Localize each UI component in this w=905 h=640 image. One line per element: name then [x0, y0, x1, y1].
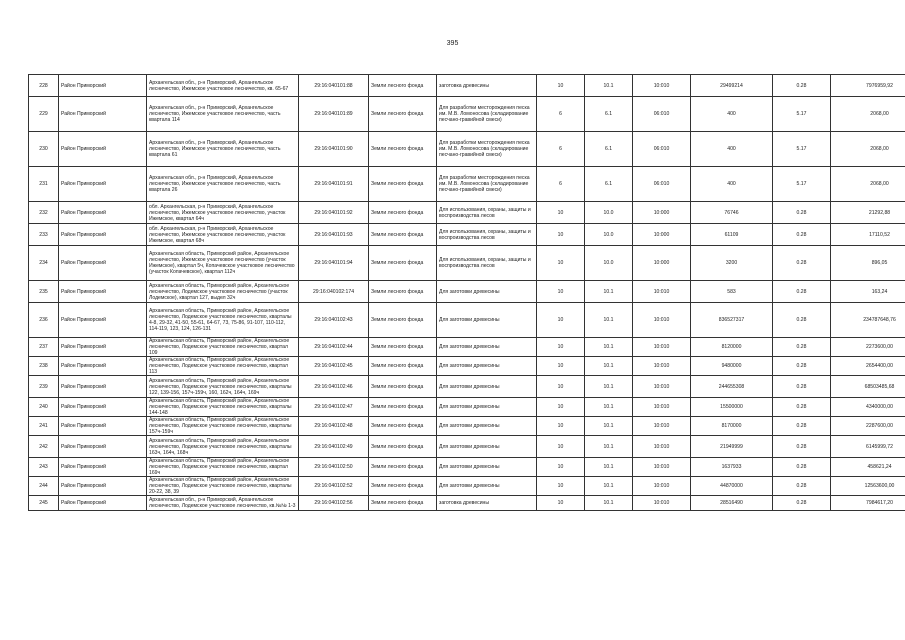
- permitted-use-cell: Для использования, охраны, защиты и воспроизводства лесов: [437, 246, 537, 281]
- region-cell: Район Приморский: [59, 281, 147, 303]
- cadastral-number-cell: 29:16:040101:88: [299, 75, 369, 97]
- value-cell: 896,05: [831, 246, 905, 281]
- permitted-use-cell: заготовка древесины: [437, 496, 537, 511]
- code-subgroup-cell: 10.0: [585, 202, 633, 224]
- code-cell: 06:010: [633, 167, 691, 202]
- area-cell: 1637933: [691, 458, 773, 477]
- code-subgroup-cell: 10.1: [585, 338, 633, 357]
- permitted-use-cell: Для разработки месторождения песка им. М.В. Ломоносова (складирование песчано-гравийной смеси): [437, 167, 537, 202]
- table-row: [29, 281, 905, 303]
- rate-cell: 0.28: [773, 75, 831, 97]
- area-cell: 76746: [691, 202, 773, 224]
- code-subgroup-cell: 10.1: [585, 357, 633, 376]
- row-number-cell: 232: [29, 202, 59, 224]
- address-cell: Архангельская область, Приморский район, Архангельское лесничество, Лодемское участковое лесничество, кварталы 163ч, 164ч, 168ч: [147, 436, 299, 458]
- region-cell: Район Приморский: [59, 338, 147, 357]
- table-row: [29, 246, 905, 281]
- value-cell: 4340000,00: [831, 398, 905, 417]
- permitted-use-cell: Для использования, охраны, защиты и воспроизводства лесов: [437, 224, 537, 246]
- value-cell: 7984617,20: [831, 496, 905, 511]
- value-cell: 2068,00: [831, 97, 905, 132]
- code-group-cell: 10: [537, 338, 585, 357]
- region-cell: Район Приморский: [59, 496, 147, 511]
- land-category-cell: Земли лесного фонда: [369, 246, 437, 281]
- code-subgroup-cell: 10.1: [585, 398, 633, 417]
- code-group-cell: 10: [537, 202, 585, 224]
- code-subgroup-cell: 6.1: [585, 97, 633, 132]
- table-row: [29, 132, 905, 167]
- code-cell: 06:010: [633, 97, 691, 132]
- land-plots-table: [28, 74, 905, 511]
- permitted-use-cell: Для разработки месторождения песка им. М.В. Ломоносова (складирование песчано-гравийной смеси): [437, 132, 537, 167]
- row-number-cell: 238: [29, 357, 59, 376]
- cadastral-number-cell: 29:16:040102:46: [299, 376, 369, 398]
- address-cell: Архангельская обл., р-н Приморский, Архангельское лесничество, Ижемское участковое лесничество, часть квартала 26: [147, 167, 299, 202]
- row-number-cell: 234: [29, 246, 59, 281]
- permitted-use-cell: заготовка древесины: [437, 75, 537, 97]
- land-category-cell: Земли лесного фонда: [369, 132, 437, 167]
- address-cell: обл. Архангельская, р-н Приморский, Архангельское лесничество, Ижемское участковое лесничество, участок Ижемское, квартал 68ч: [147, 224, 299, 246]
- cadastral-number-cell: 29:16:040101:92: [299, 202, 369, 224]
- region-cell: Район Приморский: [59, 202, 147, 224]
- code-group-cell: 10: [537, 398, 585, 417]
- row-number-cell: 229: [29, 97, 59, 132]
- row-number-cell: 245: [29, 496, 59, 511]
- region-cell: Район Приморский: [59, 376, 147, 398]
- row-number-cell: 242: [29, 436, 59, 458]
- land-category-cell: Земли лесного фонда: [369, 357, 437, 376]
- land-category-cell: Земли лесного фонда: [369, 97, 437, 132]
- value-cell: 7976959,92: [831, 75, 905, 97]
- cadastral-number-cell: 29:16:040101:94: [299, 246, 369, 281]
- land-category-cell: Земли лесного фонда: [369, 436, 437, 458]
- region-cell: Район Приморский: [59, 357, 147, 376]
- region-cell: Район Приморский: [59, 303, 147, 338]
- address-cell: Архангельская область, Приморский район, Архангельское лесничество, Лодемское участковое лесничество (участок Лодемское), квартал 127, выдел 32ч: [147, 281, 299, 303]
- code-subgroup-cell: 10.1: [585, 477, 633, 496]
- area-cell: 400: [691, 97, 773, 132]
- code-cell: 10:010: [633, 477, 691, 496]
- cadastral-number-cell: 29:16:040102:48: [299, 417, 369, 436]
- address-cell: Архангельская обл., р-н Приморский, Архангельское лесничество, Ижемское участковое лесничество, часть квартала 114: [147, 97, 299, 132]
- code-cell: 10:010: [633, 338, 691, 357]
- region-cell: Район Приморский: [59, 167, 147, 202]
- land-category-cell: Земли лесного фонда: [369, 458, 437, 477]
- area-cell: 8170000: [691, 417, 773, 436]
- row-number-cell: 230: [29, 132, 59, 167]
- region-cell: Район Приморский: [59, 436, 147, 458]
- value-cell: 2287600,00: [831, 417, 905, 436]
- address-cell: Архангельская обл., р-н Приморский, Архангельское лесничество, Ижемское участковое лесничество, часть квартала 61: [147, 132, 299, 167]
- cadastral-number-cell: 29:16:040102:44: [299, 338, 369, 357]
- row-number-cell: 236: [29, 303, 59, 338]
- table-row: [29, 417, 905, 436]
- code-group-cell: 10: [537, 376, 585, 398]
- code-group-cell: 10: [537, 303, 585, 338]
- value-cell: 458621,24: [831, 458, 905, 477]
- row-number-cell: 241: [29, 417, 59, 436]
- code-group-cell: 10: [537, 458, 585, 477]
- table-row: [29, 303, 905, 338]
- table-row: [29, 477, 905, 496]
- address-cell: Архангельская область, Приморский район, Архангельское лесничество, Лодемское участковое лесничество, кварталы 144-148: [147, 398, 299, 417]
- permitted-use-cell: Для заготовки древесины: [437, 338, 537, 357]
- code-subgroup-cell: 10.1: [585, 436, 633, 458]
- region-cell: Район Приморский: [59, 417, 147, 436]
- address-cell: Архангельская область, Приморский район, Архангельское лесничество, Лодемское участковое лесничество, кварталы 20-22, 38, 39: [147, 477, 299, 496]
- code-group-cell: 6: [537, 132, 585, 167]
- value-cell: 6145999,72: [831, 436, 905, 458]
- value-cell: 68503485,68: [831, 376, 905, 398]
- value-cell: 2273600,00: [831, 338, 905, 357]
- area-cell: 9480000: [691, 357, 773, 376]
- land-category-cell: Земли лесного фонда: [369, 224, 437, 246]
- address-cell: Архангельская область, Приморский район, Архангельское лесничество, Лодемское участковое лесничество, кварталы 122, 139-156, 157ч-159ч, 160, 162ч, 164ч, 169ч: [147, 376, 299, 398]
- land-category-cell: Земли лесного фонда: [369, 75, 437, 97]
- value-cell: 12563600,00: [831, 477, 905, 496]
- rate-cell: 0.28: [773, 202, 831, 224]
- land-category-cell: Земли лесного фонда: [369, 303, 437, 338]
- address-cell: Архангельская область, Приморский район, Архангельское лесничество, Лодемское участковое лесничество, кварталы 4-8, 29-32, 41-50, 55-61, 64-67, 73, 75-86, 91-107, 110-112, 114-119, 123, 124, 126-131: [147, 303, 299, 338]
- cadastral-number-cell: 29:16:040101:89: [299, 97, 369, 132]
- area-cell: 8120000: [691, 338, 773, 357]
- code-group-cell: 10: [537, 281, 585, 303]
- table-row: [29, 338, 905, 357]
- address-cell: Архангельская область, Приморский район, Архангельское лесничество, Лодемское участковое лесничество, квартал 109: [147, 338, 299, 357]
- area-cell: 3200: [691, 246, 773, 281]
- cadastral-number-cell: 29:16:040102:47: [299, 398, 369, 417]
- code-group-cell: 10: [537, 436, 585, 458]
- code-group-cell: 10: [537, 246, 585, 281]
- code-group-cell: 10: [537, 357, 585, 376]
- code-group-cell: 10: [537, 417, 585, 436]
- code-group-cell: 6: [537, 97, 585, 132]
- row-number-cell: 231: [29, 167, 59, 202]
- permitted-use-cell: Для заготовки древесины: [437, 417, 537, 436]
- table-row: [29, 97, 905, 132]
- address-cell: Архангельская обл., р-н Приморский, Архангельское лесничество, Ижемское участковое лесничество, кв. 65-67: [147, 75, 299, 97]
- permitted-use-cell: Для заготовки древесины: [437, 458, 537, 477]
- rate-cell: 0.28: [773, 338, 831, 357]
- area-cell: 836527317: [691, 303, 773, 338]
- area-cell: 244655308: [691, 376, 773, 398]
- table-row: [29, 224, 905, 246]
- table-row: [29, 202, 905, 224]
- code-cell: 10:010: [633, 496, 691, 511]
- code-subgroup-cell: 6.1: [585, 132, 633, 167]
- code-group-cell: 10: [537, 75, 585, 97]
- table-row: [29, 357, 905, 376]
- address-cell: Архангельская область, Приморский район, Архангельское лесничество, Лодемское участковое лесничество, квартал 113: [147, 357, 299, 376]
- area-cell: 400: [691, 167, 773, 202]
- land-category-cell: Земли лесного фонда: [369, 338, 437, 357]
- code-subgroup-cell: 10.1: [585, 303, 633, 338]
- land-category-cell: Земли лесного фонда: [369, 167, 437, 202]
- code-cell: 10:010: [633, 357, 691, 376]
- page-number: 395: [446, 40, 459, 47]
- cadastral-number-cell: 29:16:040101:91: [299, 167, 369, 202]
- cadastral-number-cell: 29:16:040102:50: [299, 458, 369, 477]
- code-subgroup-cell: 10.1: [585, 376, 633, 398]
- code-group-cell: 10: [537, 224, 585, 246]
- table-row: [29, 398, 905, 417]
- code-cell: 10:000: [633, 202, 691, 224]
- rate-cell: 0.28: [773, 303, 831, 338]
- table-row: [29, 496, 905, 511]
- code-subgroup-cell: 10.1: [585, 75, 633, 97]
- code-cell: 10:010: [633, 417, 691, 436]
- rate-cell: 0.28: [773, 417, 831, 436]
- code-cell: 10:010: [633, 436, 691, 458]
- code-cell: 10:010: [633, 75, 691, 97]
- value-cell: 21292,88: [831, 202, 905, 224]
- rate-cell: 0.28: [773, 477, 831, 496]
- land-category-cell: Земли лесного фонда: [369, 202, 437, 224]
- area-cell: 15500000: [691, 398, 773, 417]
- code-group-cell: 6: [537, 167, 585, 202]
- code-cell: 10:010: [633, 458, 691, 477]
- code-cell: 10:010: [633, 398, 691, 417]
- permitted-use-cell: Для заготовки древесины: [437, 357, 537, 376]
- code-cell: 10:010: [633, 376, 691, 398]
- area-cell: 583: [691, 281, 773, 303]
- rate-cell: 5.17: [773, 97, 831, 132]
- area-cell: 21949999: [691, 436, 773, 458]
- permitted-use-cell: Для заготовки древесины: [437, 281, 537, 303]
- rate-cell: 0.28: [773, 224, 831, 246]
- region-cell: Район Приморский: [59, 132, 147, 167]
- rate-cell: 0.28: [773, 458, 831, 477]
- area-cell: 400: [691, 132, 773, 167]
- cadastral-number-cell: 29:16:040101:93: [299, 224, 369, 246]
- permitted-use-cell: Для заготовки древесины: [437, 398, 537, 417]
- address-cell: обл. Архангельская, р-н Приморский, Архангельское лесничество, Ижемское участковое лесничество, участок Ижемское, квартал 64ч: [147, 202, 299, 224]
- value-cell: 2654400,00: [831, 357, 905, 376]
- region-cell: Район Приморский: [59, 398, 147, 417]
- rate-cell: 5.17: [773, 167, 831, 202]
- land-category-cell: Земли лесного фонда: [369, 417, 437, 436]
- rate-cell: 0.28: [773, 496, 831, 511]
- region-cell: Район Приморский: [59, 477, 147, 496]
- row-number-cell: 244: [29, 477, 59, 496]
- code-group-cell: 10: [537, 496, 585, 511]
- rate-cell: 0.28: [773, 281, 831, 303]
- table-row: [29, 376, 905, 398]
- row-number-cell: 243: [29, 458, 59, 477]
- region-cell: Район Приморский: [59, 246, 147, 281]
- land-category-cell: Земли лесного фонда: [369, 376, 437, 398]
- rate-cell: 0.28: [773, 376, 831, 398]
- table-row: [29, 167, 905, 202]
- region-cell: Район Приморский: [59, 224, 147, 246]
- value-cell: 2068,00: [831, 132, 905, 167]
- code-subgroup-cell: 10.1: [585, 281, 633, 303]
- value-cell: 234787648,76: [831, 303, 905, 338]
- region-cell: Район Приморский: [59, 97, 147, 132]
- value-cell: 17110,52: [831, 224, 905, 246]
- value-cell: 2068,00: [831, 167, 905, 202]
- code-subgroup-cell: 10.1: [585, 458, 633, 477]
- cadastral-number-cell: 29:16:040102:52: [299, 477, 369, 496]
- permitted-use-cell: Для разработки месторождения песка им. М.В. Ломоносова (складирование песчано-гравийной смеси): [437, 97, 537, 132]
- code-cell: 10:000: [633, 246, 691, 281]
- code-cell: 10:000: [633, 224, 691, 246]
- permitted-use-cell: Для заготовки древесины: [437, 303, 537, 338]
- area-cell: 44870000: [691, 477, 773, 496]
- code-subgroup-cell: 10.0: [585, 246, 633, 281]
- cadastral-number-cell: 29:16:040102:43: [299, 303, 369, 338]
- code-cell: 10:010: [633, 303, 691, 338]
- land-category-cell: Земли лесного фонда: [369, 477, 437, 496]
- rate-cell: 0.28: [773, 246, 831, 281]
- address-cell: Архангельская область, Приморский район, Архангельское лесничество, Лодемское участковое лесничество, кварталы 157ч-159ч: [147, 417, 299, 436]
- cadastral-number-cell: 29:16:040102:56: [299, 496, 369, 511]
- address-cell: Архангельская область, Приморский район, Архангельское лесничество, Ижемское участковое лесничество (участок Ижемское), квартал 5ч, Копачевское участковое лесничество (участок Копачевское), квартал 112ч: [147, 246, 299, 281]
- rate-cell: 0.28: [773, 357, 831, 376]
- table-row: [29, 75, 905, 97]
- row-number-cell: 239: [29, 376, 59, 398]
- code-cell: 10:010: [633, 281, 691, 303]
- rate-cell: 0.28: [773, 398, 831, 417]
- rate-cell: 0.28: [773, 436, 831, 458]
- cadastral-number-cell: 29:16:040101:90: [299, 132, 369, 167]
- area-cell: 28516490: [691, 496, 773, 511]
- land-category-cell: Земли лесного фонда: [369, 398, 437, 417]
- code-subgroup-cell: 6.1: [585, 167, 633, 202]
- cadastral-number-cell: 29:16:040102:49: [299, 436, 369, 458]
- region-cell: Район Приморский: [59, 75, 147, 97]
- code-subgroup-cell: 10.0: [585, 224, 633, 246]
- row-number-cell: 237: [29, 338, 59, 357]
- address-cell: Архангельская область, Приморский район, Архангельское лесничество, Лодемское участковое лесничество, квартал 169ч: [147, 458, 299, 477]
- code-cell: 06:010: [633, 132, 691, 167]
- table-row: [29, 458, 905, 477]
- land-category-cell: Земли лесного фонда: [369, 281, 437, 303]
- cadastral-number-cell: 29:16:040102:45: [299, 357, 369, 376]
- code-subgroup-cell: 10.1: [585, 417, 633, 436]
- value-cell: 163,24: [831, 281, 905, 303]
- area-cell: 61109: [691, 224, 773, 246]
- code-subgroup-cell: 10.1: [585, 496, 633, 511]
- code-group-cell: 10: [537, 477, 585, 496]
- cadastral-number-cell: 29:16:040102:174: [299, 281, 369, 303]
- rate-cell: 5.17: [773, 132, 831, 167]
- permitted-use-cell: Для использования, охраны, защиты и воспроизводства лесов: [437, 202, 537, 224]
- land-category-cell: Земли лесного фонда: [369, 496, 437, 511]
- table-row: [29, 436, 905, 458]
- permitted-use-cell: Для заготовки древесины: [437, 436, 537, 458]
- row-number-cell: 240: [29, 398, 59, 417]
- permitted-use-cell: Для заготовки древесины: [437, 477, 537, 496]
- row-number-cell: 235: [29, 281, 59, 303]
- row-number-cell: 233: [29, 224, 59, 246]
- permitted-use-cell: Для заготовки древесины: [437, 376, 537, 398]
- address-cell: Архангельская обл., р-н Приморский, Архангельское лесничество, Лодемское участковое лесничество, кв.№№ 1-3: [147, 496, 299, 511]
- region-cell: Район Приморский: [59, 458, 147, 477]
- row-number-cell: 228: [29, 75, 59, 97]
- area-cell: 29499214: [691, 75, 773, 97]
